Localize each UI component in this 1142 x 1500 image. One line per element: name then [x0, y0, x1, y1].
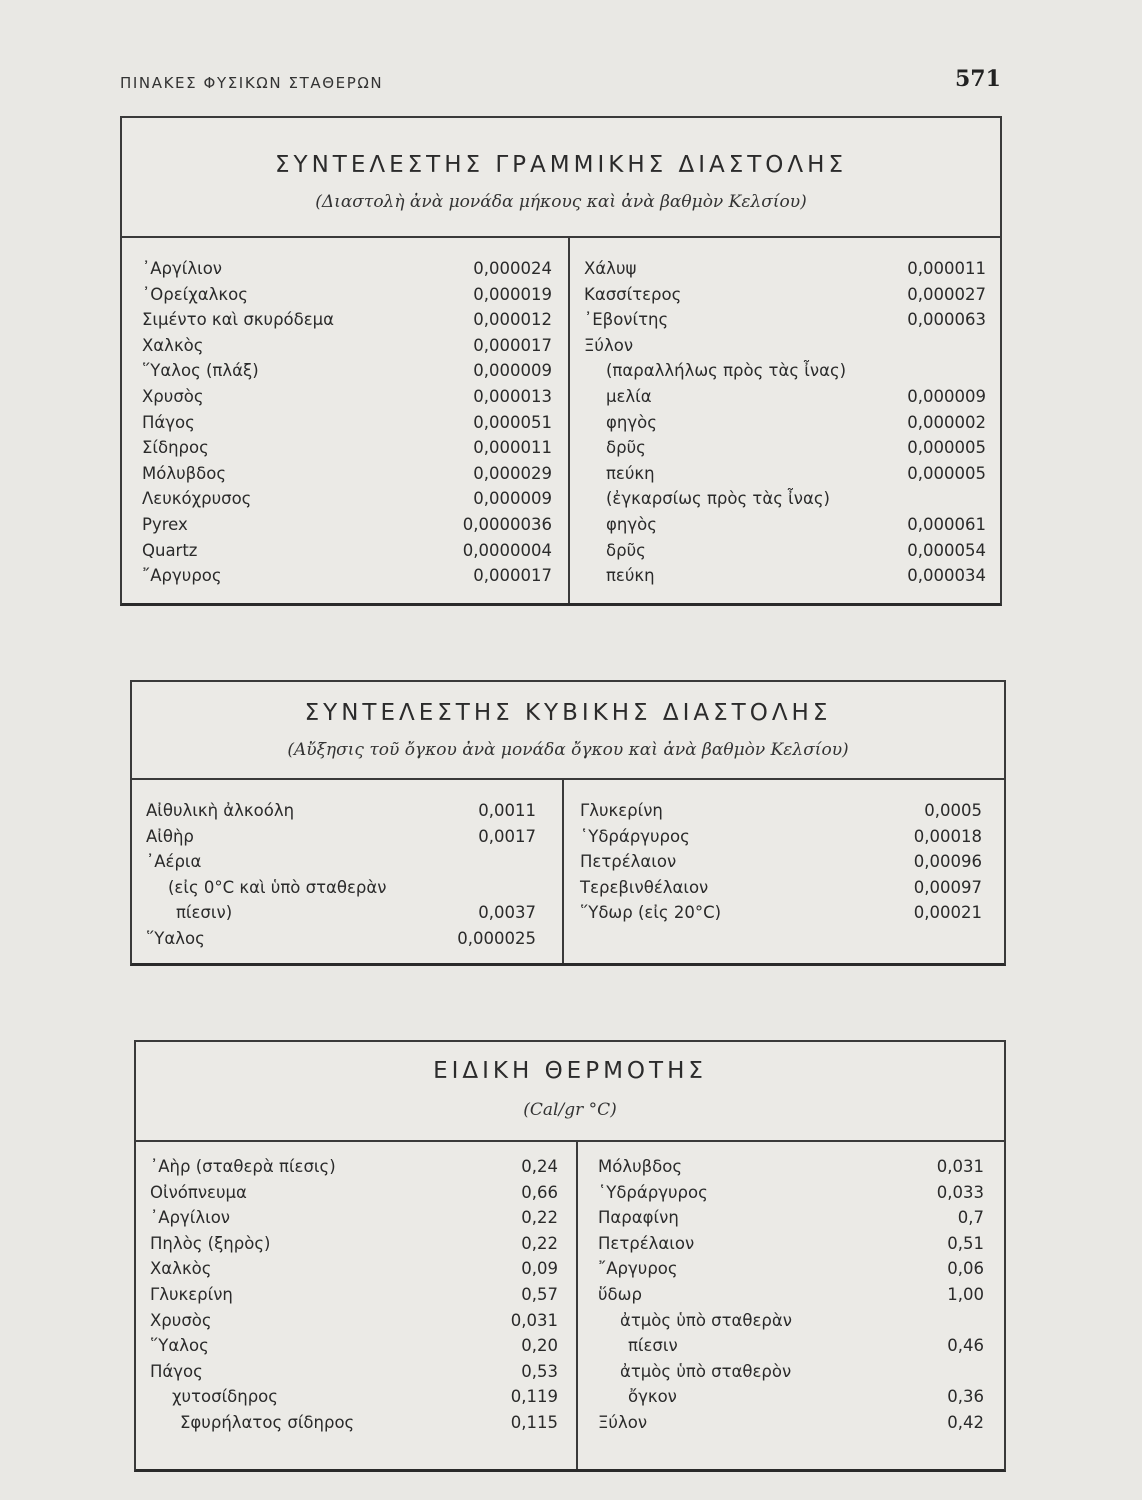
substance-name: Πάγος: [150, 1361, 203, 1381]
substance-name: Χρυσὸς: [150, 1310, 212, 1330]
coefficient-value: 0,00096: [913, 852, 982, 872]
divider-rule: [136, 1140, 1004, 1142]
table-row: [598, 1384, 984, 1410]
coefficient-value: 0,51: [947, 1233, 984, 1253]
coefficient-value: 0,0037: [478, 903, 536, 923]
table-row: [580, 875, 982, 901]
coefficient-value: 0,06: [947, 1259, 984, 1279]
substance-name: ἀτμὸς ὑπὸ σταθερὸν: [620, 1361, 792, 1381]
substance-name: πεύκη: [606, 463, 655, 483]
coefficient-value: 0,000024: [473, 259, 552, 278]
table-row: [598, 1231, 984, 1257]
coefficient-value: 0,000017: [473, 566, 552, 586]
table-row: [580, 849, 982, 875]
table-subtitle: (Αὔξησις τοῦ ὄγκου ἀνὰ μονάδα ὄγκου καὶ ἀνὰ βαθμὸν Κελσίου): [287, 740, 849, 760]
table-row: [598, 1205, 984, 1231]
coefficient-value: 0,22: [521, 1208, 558, 1228]
coefficient-value: 0,000013: [473, 386, 552, 406]
substance-name: Τερεβινθέλαιον: [580, 877, 709, 897]
substance-name: δρῦς: [606, 438, 646, 458]
table-row: [142, 384, 552, 410]
column-divider: [576, 1142, 578, 1469]
substance-name: ᾿Αὴρ (σταθερὰ πίεσις): [150, 1157, 336, 1176]
coefficient-value: 0,000012: [473, 310, 552, 330]
table-subtitle: (Cal/gr °C): [523, 1100, 617, 1120]
table-row: [584, 307, 986, 333]
coefficient-value: 0,033: [936, 1182, 984, 1202]
substance-name: Λευκόχρυσος: [142, 489, 252, 509]
table-row: [142, 256, 552, 282]
substance-name: (ἐγκαρσίως πρὸς τὰς ἶνας): [606, 489, 830, 509]
table-row: [150, 1256, 558, 1282]
substance-name: Γλυκερίνη: [150, 1284, 233, 1304]
table-row: [584, 256, 986, 282]
table-row: [598, 1308, 984, 1334]
substance-name: ᾿Αέρια: [146, 852, 202, 872]
substance-name: μελία: [606, 386, 652, 406]
table-row: [580, 798, 982, 824]
substance-name: δρῦς: [606, 540, 646, 560]
table-row: [584, 486, 986, 512]
cubic-left-column: [146, 798, 536, 952]
coefficient-value: 1,00: [947, 1284, 984, 1304]
table-row: [598, 1410, 984, 1436]
substance-name: ᾿Αργίλιον: [142, 259, 223, 278]
coefficient-value: 0,031: [510, 1310, 558, 1330]
substance-name: πεύκη: [606, 566, 655, 586]
coefficient-value: 0,09: [521, 1259, 558, 1279]
table-row: [142, 563, 552, 589]
coefficient-value: 0,0000036: [462, 514, 552, 534]
substance-name: φηγὸς: [606, 514, 657, 534]
substance-name: Ξύλον: [584, 335, 634, 355]
cubic-right-column: [580, 798, 982, 926]
divider-rule: [132, 778, 1004, 780]
table-row: [150, 1154, 558, 1180]
divider-rule: [122, 236, 1000, 238]
coefficient-value: 0,000011: [473, 438, 552, 458]
table-row: [150, 1205, 558, 1231]
substance-name: Παραφίνη: [598, 1208, 679, 1228]
substance-name: Χρυσὸς: [142, 386, 204, 406]
coefficient-value: 0,000061: [907, 514, 986, 534]
table-row: [142, 358, 552, 384]
substance-name: ῎Αργυρος: [142, 566, 222, 586]
table-row: [150, 1231, 558, 1257]
table-row: [146, 824, 536, 850]
coefficient-value: 0,7: [957, 1208, 984, 1228]
substance-name: Οἰνόπνευμα: [150, 1182, 247, 1202]
substance-name: Πετρέλαιον: [598, 1233, 695, 1253]
substance-name: ὕδωρ: [598, 1284, 642, 1304]
table-row: [142, 282, 552, 308]
coefficient-value: 0,031: [936, 1157, 984, 1176]
substance-name: ῞Υαλος (πλάξ): [142, 361, 259, 381]
substance-name: ἀτμὸς ὑπὸ σταθερὰν: [620, 1310, 793, 1330]
table-row: [598, 1256, 984, 1282]
table-row: [142, 435, 552, 461]
table-row: [584, 461, 986, 487]
linear-right-column: [584, 256, 986, 589]
coefficient-value: 0,000054: [907, 540, 986, 560]
coefficient-value: 0,000009: [473, 361, 552, 381]
coefficient-value: 0,00097: [913, 877, 982, 897]
table-row: [142, 333, 552, 359]
coefficient-value: 0,57: [521, 1284, 558, 1304]
coefficient-value: 0,000005: [907, 438, 986, 458]
coefficient-value: 0,119: [510, 1387, 558, 1407]
table-subtitle: (Διαστολὴ ἀνὰ μονάδα μήκους καὶ ἀνὰ βαθμὸν Κελσίου): [315, 192, 807, 212]
substance-name: Πετρέλαιον: [580, 852, 677, 872]
coefficient-value: 0,000002: [907, 412, 986, 432]
substance-name: Αἰθυλικὴ ἀλκοόλη: [146, 801, 295, 820]
substance-name: (εἰς 0°C καὶ ὑπὸ σταθερὰν: [168, 877, 387, 897]
table-row: [150, 1384, 558, 1410]
table-row: [598, 1180, 984, 1206]
substance-name: χυτοσίδηρος: [172, 1387, 278, 1407]
coefficient-value: 0,22: [521, 1233, 558, 1253]
table-row: [146, 849, 536, 875]
table-row: [584, 538, 986, 564]
table-row: [584, 512, 986, 538]
coefficient-value: 0,20: [521, 1336, 558, 1356]
coefficient-value: 0,0011: [478, 801, 536, 820]
coefficient-value: 0,000027: [907, 284, 986, 304]
substance-name: Pyrex: [142, 514, 188, 534]
table-row: [150, 1359, 558, 1385]
coefficient-value: 0,000011: [907, 259, 986, 278]
specific-right-column: [598, 1154, 984, 1436]
substance-name: πίεσιν): [176, 903, 233, 923]
linear-left-column: [142, 256, 552, 589]
coefficient-value: 0,000051: [473, 412, 552, 432]
coefficient-value: 0,000025: [457, 928, 536, 948]
coefficient-value: 0,000005: [907, 463, 986, 483]
table-row: [142, 538, 552, 564]
substance-name: ῾Υδράργυρος: [580, 826, 690, 846]
column-divider: [568, 238, 570, 603]
column-divider: [562, 780, 564, 963]
coefficient-value: 0,115: [510, 1412, 558, 1432]
table-row: [598, 1282, 984, 1308]
table-title: ΣΥΝΤΕΛΕΣΤΗΣ ΓΡΑΜΜΙΚΗΣ ΔΙΑΣΤΟΛΗΣ: [275, 152, 847, 178]
coefficient-value: 0,000063: [907, 310, 986, 330]
table-row: [150, 1308, 558, 1334]
substance-name: Σίδηρος: [142, 438, 209, 458]
table-row: [146, 798, 536, 824]
substance-name: ᾿Εβονίτης: [584, 310, 669, 330]
substance-name: Κασσίτερος: [584, 284, 682, 304]
table-row: [142, 307, 552, 333]
substance-name: Ξύλον: [598, 1412, 648, 1432]
coefficient-value: 0,0000004: [462, 540, 552, 560]
substance-name: ῞Υαλος: [146, 928, 205, 948]
substance-name: πίεσιν: [628, 1336, 678, 1356]
substance-name: Μόλυβδος: [142, 463, 227, 483]
table-row: [584, 384, 986, 410]
table-row: [584, 410, 986, 436]
page-number: 571: [955, 66, 1001, 92]
table-title: ΕΙΔΙΚΗ ΘΕΡΜΟΤΗΣ: [433, 1058, 707, 1084]
table-row: [146, 875, 536, 901]
coefficient-value: 0,36: [947, 1387, 984, 1407]
cubic-expansion-table: [130, 680, 1006, 966]
coefficient-value: 0,00021: [913, 903, 982, 923]
table-row: [584, 358, 986, 384]
coefficient-value: 0,24: [521, 1157, 558, 1176]
table-title: ΣΥΝΤΕΛΕΣΤΗΣ ΚΥΒΙΚΗΣ ΔΙΑΣΤΟΛΗΣ: [304, 700, 832, 726]
substance-name: Χαλκὸς: [150, 1259, 212, 1279]
table-row: [150, 1282, 558, 1308]
running-head: ΠΙΝΑΚΕΣ ΦΥΣΙΚΩΝ ΣΤΑΘΕΡΩΝ: [120, 74, 384, 92]
table-row: [146, 900, 536, 926]
substance-name: Πάγος: [142, 412, 195, 432]
table-row: [150, 1180, 558, 1206]
table-row: [580, 824, 982, 850]
specific-left-column: [150, 1154, 558, 1436]
coefficient-value: 0,000017: [473, 335, 552, 355]
substance-name: ῎Αργυρος: [598, 1259, 678, 1279]
coefficient-value: 0,0017: [478, 826, 536, 846]
table-row: [584, 435, 986, 461]
substance-name: (παραλλήλως πρὸς τὰς ἶνας): [606, 361, 847, 381]
table-row: [150, 1410, 558, 1436]
substance-name: ᾿Ορείχαλκος: [142, 284, 248, 304]
table-row: [584, 563, 986, 589]
coefficient-value: 0,66: [521, 1182, 558, 1202]
table-row: [598, 1359, 984, 1385]
coefficient-value: 0,46: [947, 1336, 984, 1356]
substance-name: Quartz: [142, 540, 198, 560]
substance-name: ὄγκον: [628, 1387, 677, 1407]
coefficient-value: 0,000029: [473, 463, 552, 483]
coefficient-value: 0,000019: [473, 284, 552, 304]
table-row: [150, 1333, 558, 1359]
substance-name: Μόλυβδος: [598, 1157, 683, 1176]
linear-expansion-table: [120, 116, 1002, 606]
specific-heat-table: [134, 1040, 1006, 1472]
table-row: [146, 926, 536, 952]
substance-name: ῞Υαλος: [150, 1336, 209, 1356]
substance-name: Χαλκὸς: [142, 335, 204, 355]
substance-name: Σφυρήλατος σίδηρος: [180, 1412, 355, 1432]
substance-name: ᾿Αργίλιον: [150, 1208, 231, 1228]
coefficient-value: 0,000009: [907, 386, 986, 406]
substance-name: ῾Υδράργυρος: [598, 1182, 708, 1202]
table-row: [580, 900, 982, 926]
table-row: [598, 1154, 984, 1180]
table-row: [142, 486, 552, 512]
substance-name: Πηλὸς (ξηρὸς): [150, 1233, 271, 1253]
table-row: [142, 461, 552, 487]
coefficient-value: 0,000009: [473, 489, 552, 509]
coefficient-value: 0,0005: [924, 801, 982, 820]
table-row: [142, 512, 552, 538]
substance-name: Σιμέντο καὶ σκυρόδεμα: [142, 310, 335, 330]
coefficient-value: 0,42: [947, 1412, 984, 1432]
substance-name: Γλυκερίνη: [580, 801, 663, 820]
table-row: [142, 410, 552, 436]
substance-name: Χάλυψ: [584, 259, 637, 278]
substance-name: φηγὸς: [606, 412, 657, 432]
table-row: [584, 282, 986, 308]
coefficient-value: 0,000034: [907, 566, 986, 586]
substance-name: ῞Υδωρ (εἰς 20°C): [580, 903, 722, 923]
table-row: [598, 1333, 984, 1359]
table-row: [584, 333, 986, 359]
coefficient-value: 0,00018: [913, 826, 982, 846]
coefficient-value: 0,53: [521, 1361, 558, 1381]
substance-name: Αἰθὴρ: [146, 826, 194, 846]
